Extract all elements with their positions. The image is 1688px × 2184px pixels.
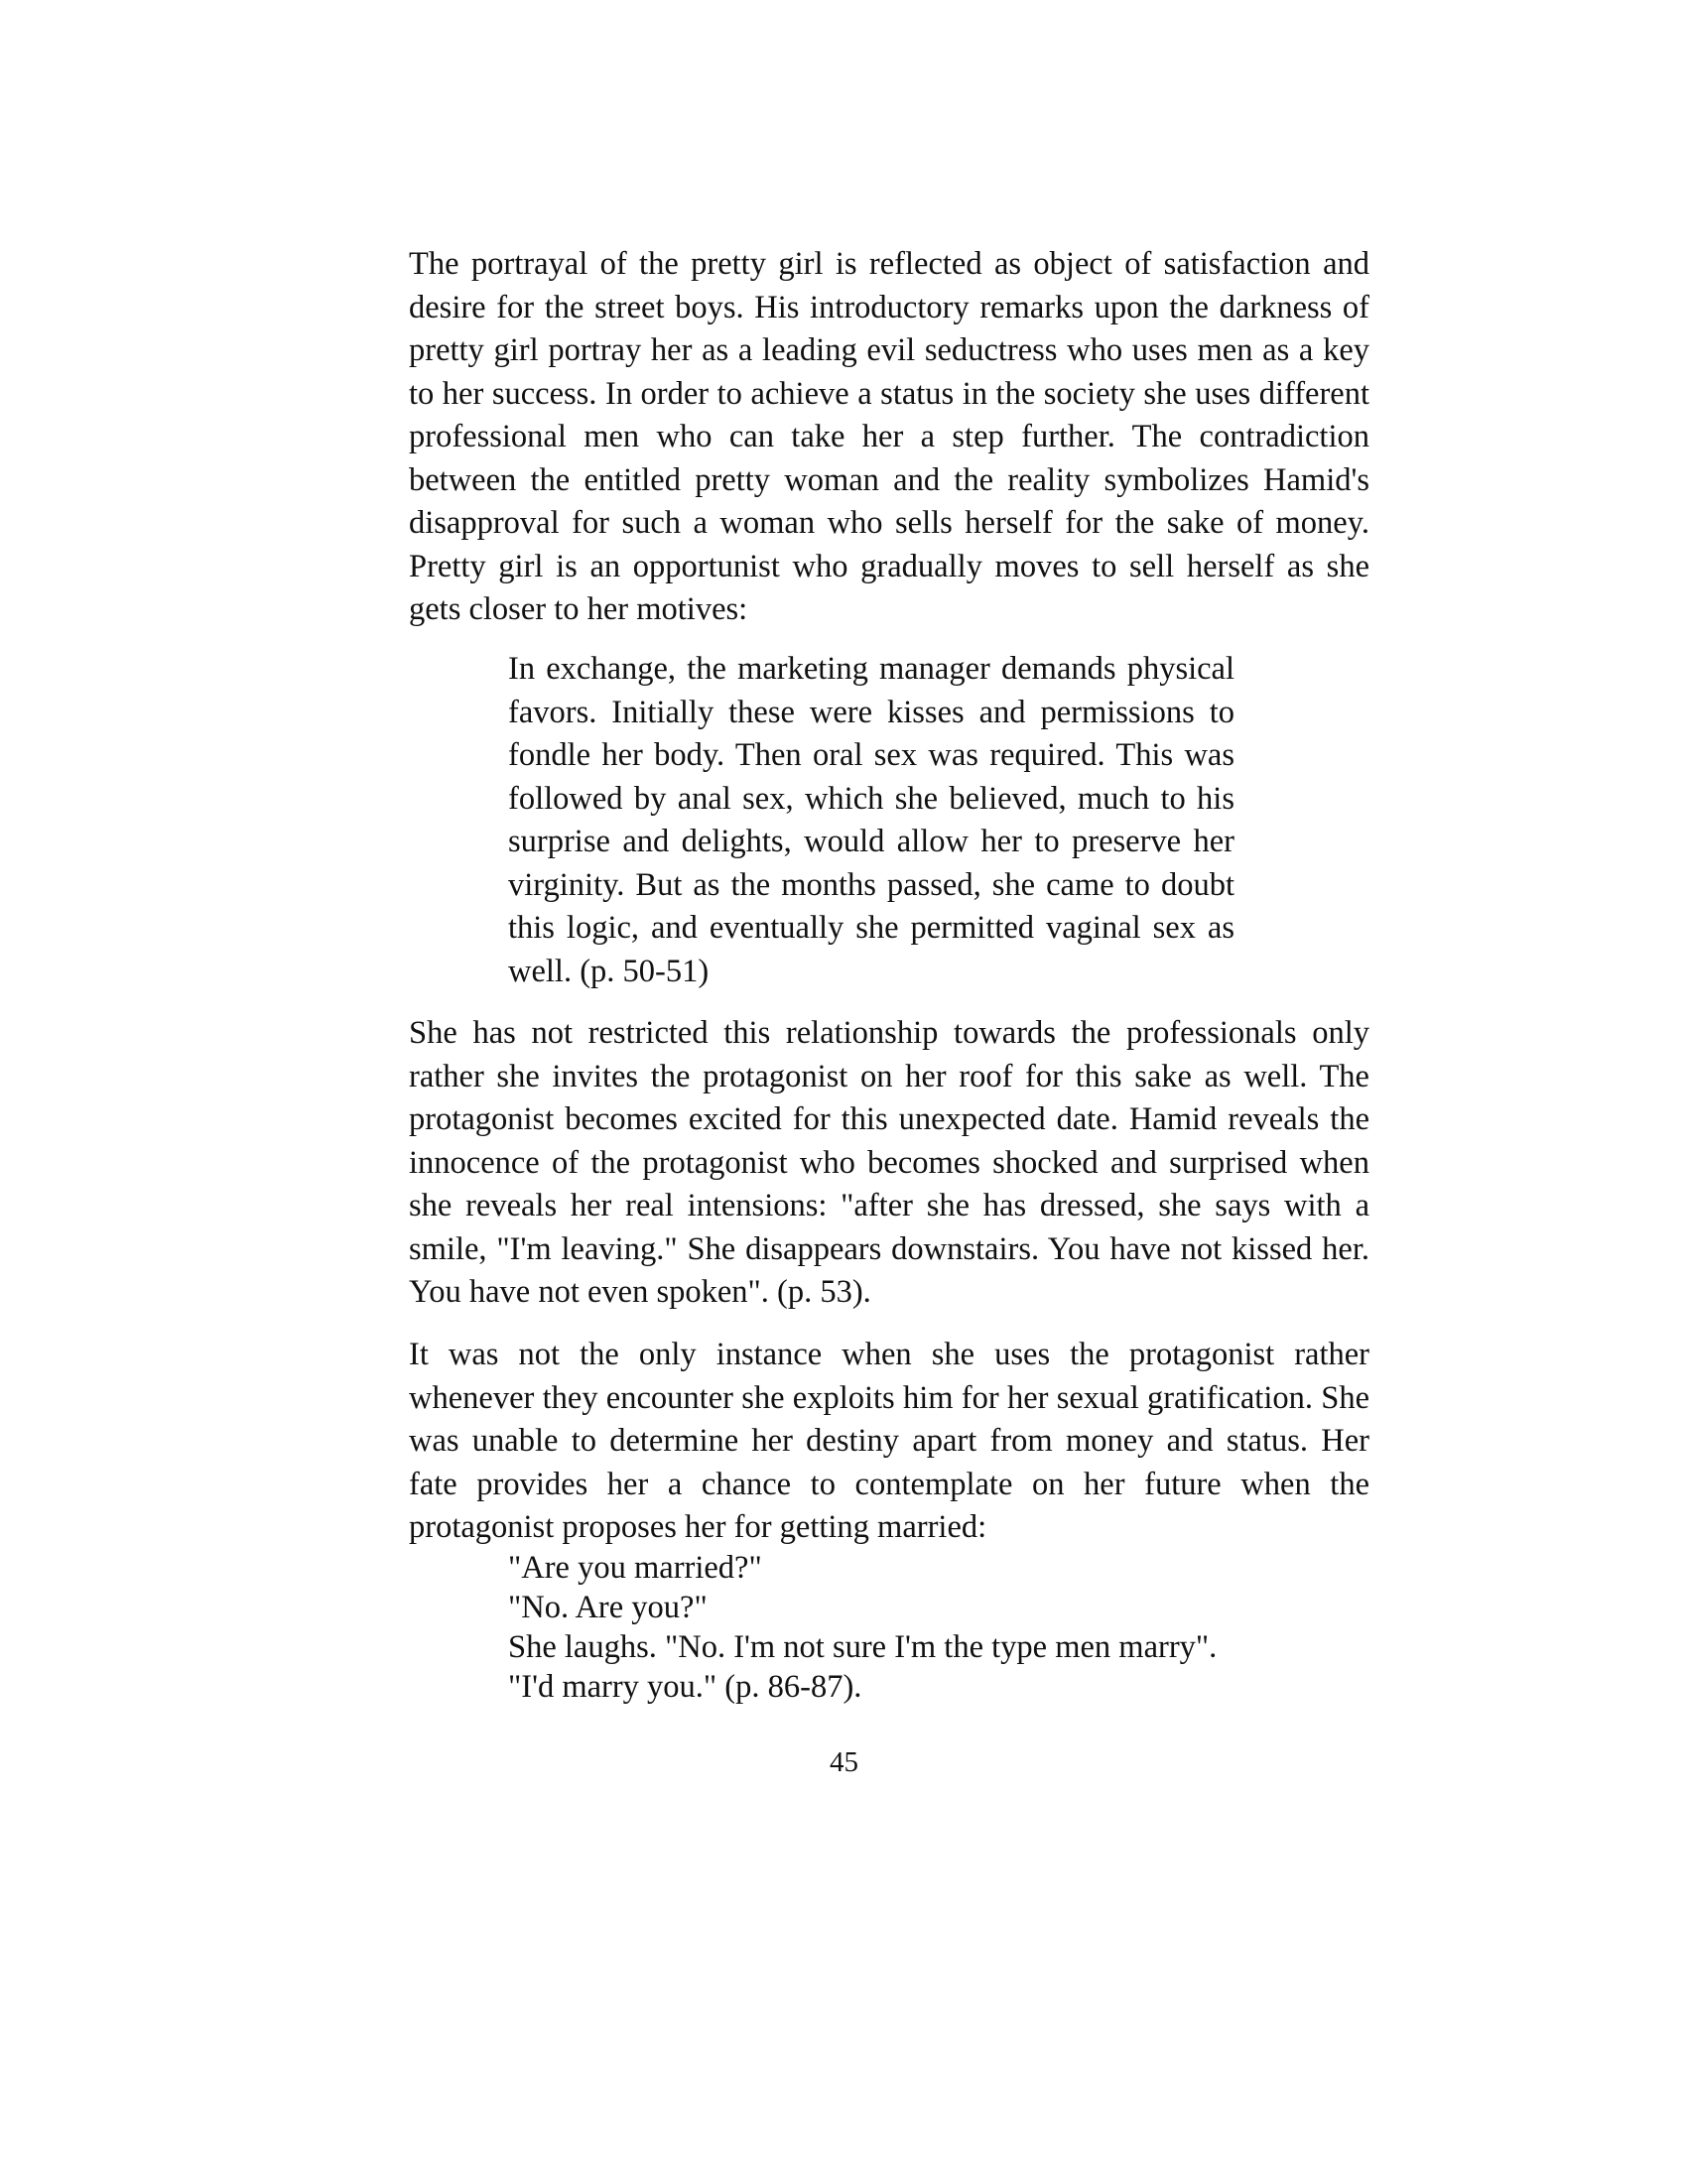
block-quote: In exchange, the marketing manager demands physical favors. Initially these were kisses and permissions to fondle her body. Then oral sex was required. This was followed by anal sex, which she believed, much to his surprise and delights, would allow her to preserve her virginity. But as the months passed, she came to doubt this logic, and eventually she permitted vaginal sex as well. (p. 50-51): [508, 651, 1234, 989]
body-paragraph: The portrayal of the pretty girl is reflected as object of satisfaction and desire for the street boys. His introductory remarks upon the darkness of pretty girl portray her as a leading evil seductress who uses men as a key to her success. In order to achieve a status in the society she uses different professional men who can take her a step further. The contradiction between the entitled pretty woman and the reality symbolizes Hamid's disapproval for such a woman who sells herself for the sake of money. Pretty girl is an opportunist who gradually moves to sell herself as she gets closer to her motives:: [409, 246, 1369, 627]
dialogue-line: She laughs. "No. I'm not sure I'm the type men marry".: [508, 1629, 1218, 1665]
body-paragraph: She has not restricted this relationship towards the professionals only rather she invites the protagonist on her roof for this sake as well. The protagonist becomes excited for this unexpected date. Hamid reveals the innocence of the protagonist who becomes shocked and surprised when she reveals her real intensions: "after she has dressed, she says with a smile, "I'm leaving." She disappears downstairs. You have not kissed her. You have not even spoken". (p. 53).: [409, 1015, 1369, 1310]
page-number: 45: [830, 1746, 858, 1778]
dialogue-line: "No. Are you?": [508, 1590, 708, 1625]
dialogue-line: "I'd marry you." (p. 86-87).: [508, 1669, 862, 1705]
dialogue-quote: [508, 1548, 1401, 1707]
dialogue-line: "Are you married?": [508, 1550, 762, 1586]
body-paragraph: It was not the only instance when she uses the protagonist rather whenever they encounter she exploits him for her sexual gratification. She was unable to determine her destiny apart from money and status. Her fate provides her a chance to contemplate on her future when the protagonist proposes her for getting married:: [409, 1337, 1369, 1545]
